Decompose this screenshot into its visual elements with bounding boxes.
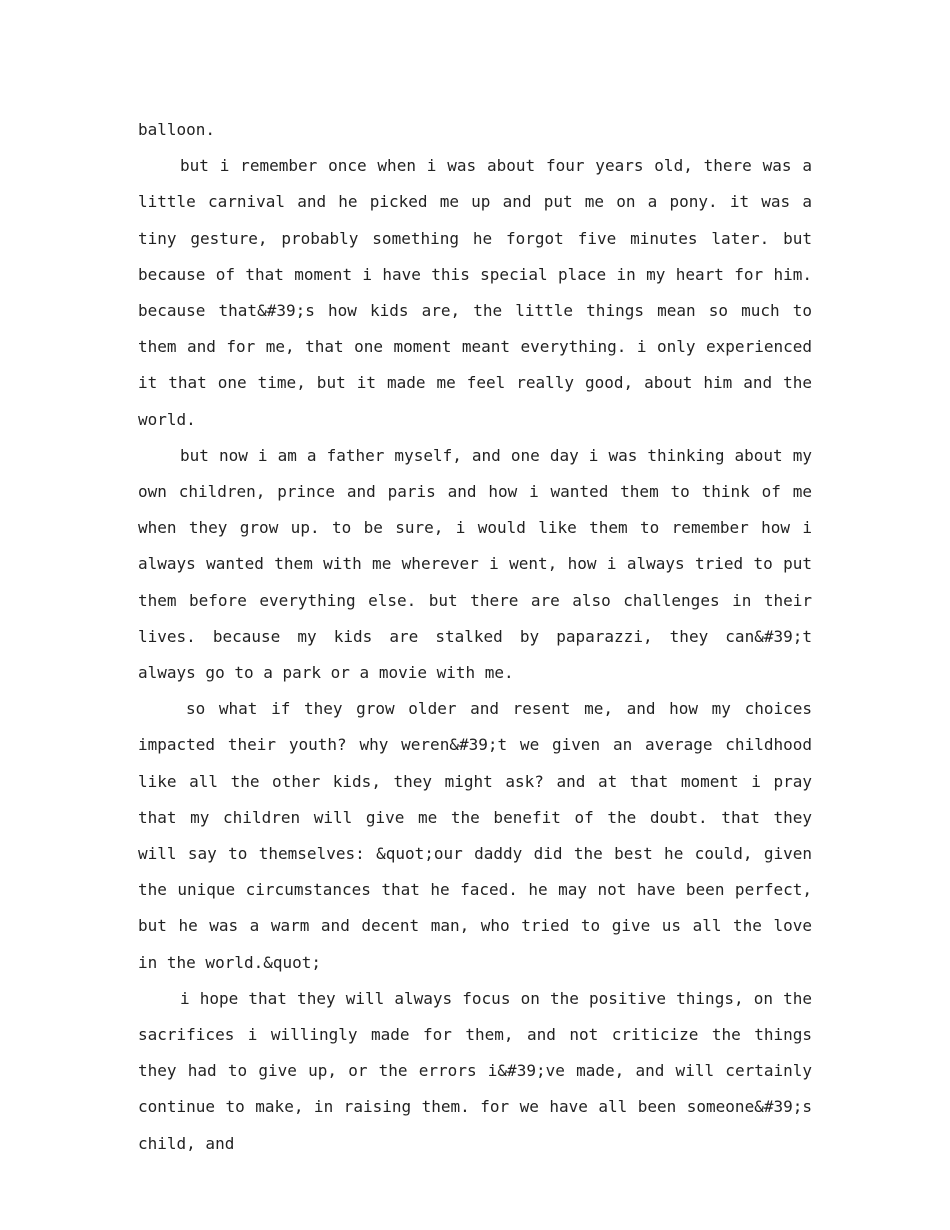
paragraph-3: but now i am a father myself, and one day i was thinking about my own children, prince and paris and how i wanted them to think of me when they grow up. to be sure, i would like them to remember how i always wanted them with me wherever i went, how i always tried to put them before everything else. but there are also challenges in their lives. because my kids are stalked by paparazzi, they can&#39;t always go to a park or a movie with me. <box>138 445 812 683</box>
document-body <box>138 112 812 1162</box>
paragraph-1: balloon. <box>138 120 216 139</box>
paragraph-2: but i remember once when i was about four years old, there was a little carnival and he picked me up and put me on a pony. it was a tiny gesture, probably something he forgot five minutes later. but because of that moment i have this special place in my heart for him. because that&#39;s how kids are, the little things mean so much to them and for me, that one moment meant everything. i only experienced it that one time, but it made me feel really good, about him and the world. <box>138 156 812 429</box>
paragraph-4: so what if they grow older and resent me, and how my choices impacted their youth? why weren&#39;t we given an average childhood like all the other kids, they might ask? and at that moment i pray that my children will give me the benefit of the doubt. that they will say to themselves: &quot;our daddy did the best he could, given the unique circumstances that he faced. he may not have been perfect, but he was a warm and decent man, who tried to give us all the love in the world.&quot; <box>138 699 812 972</box>
paragraph-5: i hope that they will always focus on the positive things, on the sacrifices i willingly made for them, and not criticize the things they had to give up, or the errors i&#39;ve made, and will certainly continue to make, in raising them. for we have all been someone&#39;s child, and <box>138 988 812 1153</box>
